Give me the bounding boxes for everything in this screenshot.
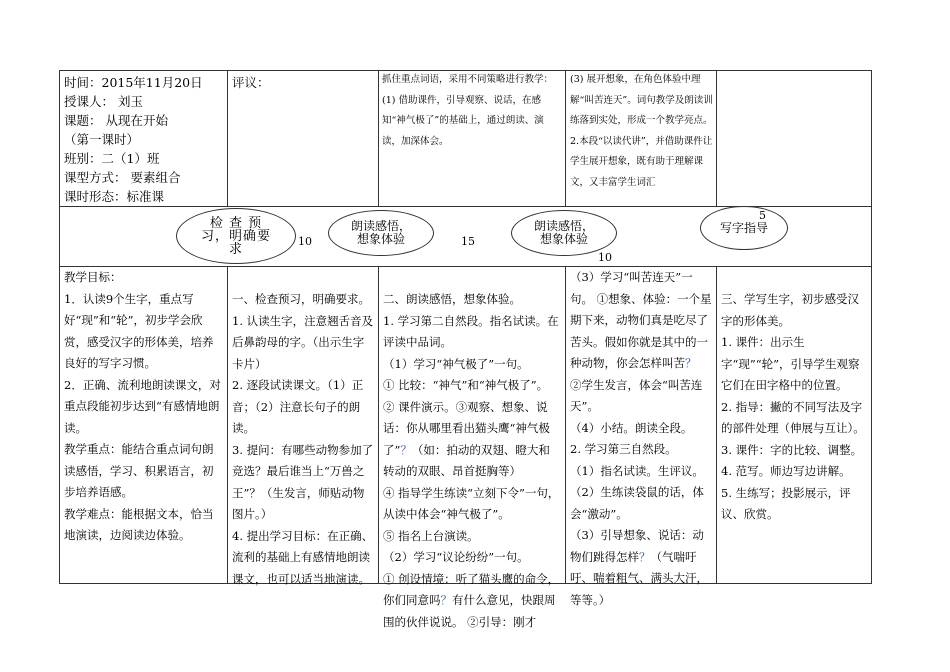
question-mark: ？ bbox=[440, 593, 452, 607]
goal-2: 2．正确、流利地朗读课文，对重点段能初步达到“有感情地朗读。 bbox=[64, 377, 221, 435]
stage-2-step-6: ⑤ 指名上台演读。 bbox=[383, 528, 479, 543]
question-mark: ？ bbox=[400, 442, 412, 457]
note-col4 bbox=[570, 70, 714, 193]
stage-1-step-2: 2. 逐段试读课文。（1）正音；（2）注意长句子的朗读。 bbox=[232, 378, 364, 435]
divider bbox=[378, 266, 379, 584]
stage-2c-step-3: （4）小结。朗读全段。 bbox=[570, 420, 693, 435]
stage-2-continued-column bbox=[570, 267, 714, 611]
question-mark: ？ bbox=[685, 356, 697, 370]
stage-1-step-4: 4. 提出学习目标：在正确、流利的基础上有感情地朗读课文，也可以适当地演读。 bbox=[232, 528, 374, 586]
divider bbox=[227, 71, 228, 206]
note-col4-a: (3) 展开想象，在角色体验中理解“叫苦连天”。词句教学及朗读训练落到实处，形成一个教学亮点。 bbox=[570, 74, 713, 126]
stage-3-step-5: 5. 生练写；投影展示，评议、欣赏。 bbox=[721, 485, 851, 521]
stage-2c-step-1 bbox=[570, 267, 714, 375]
flow-time-2: 15 bbox=[461, 235, 475, 248]
goals-title: 教学目标： bbox=[64, 270, 122, 284]
divider bbox=[565, 71, 566, 206]
flow-time-4: 5 bbox=[759, 209, 766, 222]
stage-2-step-4-text: ② 课件演示。③观察、想象、说话：你从哪里看出猫头鹰“神气极了” bbox=[383, 399, 550, 457]
stage-2-step-8 bbox=[383, 569, 561, 634]
lesson-topic: 课题： 从现在开始 bbox=[64, 113, 168, 128]
stage-3-column bbox=[721, 289, 869, 526]
lesson-topic-sub: （第一课时） bbox=[64, 132, 140, 147]
stage-1-title: 一、检查预习，明确要求。 bbox=[232, 292, 370, 306]
difficulty: 教学难点：能根据文本，恰当地演读，边阅读边体验。 bbox=[64, 506, 214, 542]
key-point: 教学重点：能结合重点词句朗读感悟，学习、积累语言，初步培养语感。 bbox=[64, 442, 214, 499]
flow-time-1: 10 bbox=[298, 235, 312, 248]
stage-1-step-1: 1. 认读生字，注意翘舌音及后鼻韵母的字。（出示生字卡片） bbox=[232, 313, 374, 371]
divider bbox=[565, 266, 566, 584]
stage-1-column bbox=[232, 289, 374, 590]
note-col4-b: 2.本段“以读代讲”，并借助课件让学生展开想象，既有助于理解课文，又丰富学生词汇 bbox=[570, 135, 713, 188]
stage-2c-step-7-note: （气喘吁吁、喘着粗气、满头大汗，等等。） bbox=[570, 549, 708, 607]
question-mark: ？ bbox=[639, 549, 651, 564]
stage-2-column bbox=[383, 289, 561, 629]
stage-2c-step-2: ②学生发言，体会“叫苦连天”。 bbox=[570, 377, 703, 413]
divider bbox=[716, 266, 717, 584]
lesson-form: 课时形态：标准课 bbox=[64, 189, 165, 204]
divider bbox=[227, 266, 228, 584]
lesson-class: 班别：二（1）班 bbox=[64, 151, 160, 166]
lesson-teacher: 授课人： 刘玉 bbox=[64, 94, 143, 109]
stage-3-step-3: 3. 课件：字的比较、调整。 bbox=[721, 442, 863, 457]
stage-2-step-8-text: ① 创设情境：听了猫头鹰的命令，你们同意吗 bbox=[383, 571, 560, 607]
stage-3-step-2: 2. 指导：撇的不同写法及字的部件处理（伸展与互让）。 bbox=[721, 399, 865, 435]
objectives-column bbox=[64, 267, 224, 547]
lesson-type: 课型方式： 要素组合 bbox=[64, 170, 181, 185]
stage-3-title: 三、学写生字，初步感受汉字的形体美。 bbox=[721, 292, 859, 328]
stage-2-step-3: ① 比较：“神气”和“神气极了”。 bbox=[383, 378, 549, 392]
stage-2-step-7: （2）学习“议论纷纷”一句。 bbox=[383, 550, 529, 564]
stage-2c-step-1-text: （3）学习“叫苦连天”一句。 ①想象、体验：一个星期下来，动物们真是吃尽了苦头。假如你就是其中的一种动物，你会怎样叫苦 bbox=[570, 270, 712, 370]
lesson-plan-table bbox=[59, 70, 872, 629]
stage-2-step-4 bbox=[383, 397, 561, 483]
divider bbox=[378, 71, 379, 206]
flow-time-3: 10 bbox=[598, 251, 612, 264]
lesson-info bbox=[64, 73, 226, 206]
stage-3-step-4: 4. 范写。师边写边讲解。 bbox=[721, 464, 851, 478]
lesson-time: 时间：2015年11月20日 bbox=[64, 75, 203, 90]
stage-1-step-3: 3. 提问：有哪些动物参加了竞选？最后谁当上“万兽之王”？（生发言，师贴动物图片。） bbox=[232, 442, 374, 521]
stage-2-step-8-note: 有什么意见，快跟周围的伙伴说说。 ②引导：刚才 bbox=[383, 593, 556, 629]
stage-2c-step-5: （1）指名试读。生评议。 bbox=[570, 463, 704, 478]
stage-2-title: 二、朗读感悟，想象体验。 bbox=[383, 292, 521, 306]
stage-2c-step-6: （2）生练读袋鼠的话，体会“激动”。 bbox=[570, 485, 704, 521]
flow-step-review: 检 查 预 习，明确要求 bbox=[176, 208, 296, 264]
comment-label: 评议： bbox=[232, 75, 270, 90]
stage-2-step-5: ④ 指导学生练读“立刻下令”一句，从读中体会“神气极了”。 bbox=[383, 485, 560, 521]
divider bbox=[716, 71, 717, 206]
goal-1: 1．认读9个生字，重点写好“现”和“轮”，初步学会欣赏，感受汉字的形体美，培养良好的写字习惯。 bbox=[64, 291, 214, 370]
stage-2-step-1: 1. 学习第二自然段。指名试读。在评读中品词。 bbox=[383, 313, 559, 349]
stage-2-step-4-note: （如：拍动的双翅、瞪大和转动的双眼、昂首挺胸等） bbox=[383, 442, 550, 478]
stage-2c-step-4: 2. 学习第三自然段。 bbox=[570, 442, 677, 456]
stage-2-step-2: （1）学习“神气极了”一句。 bbox=[383, 356, 529, 371]
flow-step-writing: 写字指导 bbox=[700, 206, 788, 250]
stage-2c-step-7 bbox=[570, 525, 714, 611]
flow-step-reading: 朗读感悟，想象体验 bbox=[328, 210, 434, 256]
stage-2c-step-7-text: （3）引导想象、说话：动物们跳得怎样 bbox=[570, 528, 704, 564]
flow-step-reading-2: 朗读感悟，想象体验 bbox=[511, 210, 617, 256]
stage-3-step-1: 1. 课件：出示生字“现”“轮”，引导学生观察它们在田字格中的位置。 bbox=[721, 335, 860, 392]
note-col3: 抓住重点词语，采用不同策略进行教学：(1) 借助课件，引导观察、说话，在感知“神气极了”的基础上，通过朗读、演读，加深体会。 bbox=[382, 74, 554, 147]
